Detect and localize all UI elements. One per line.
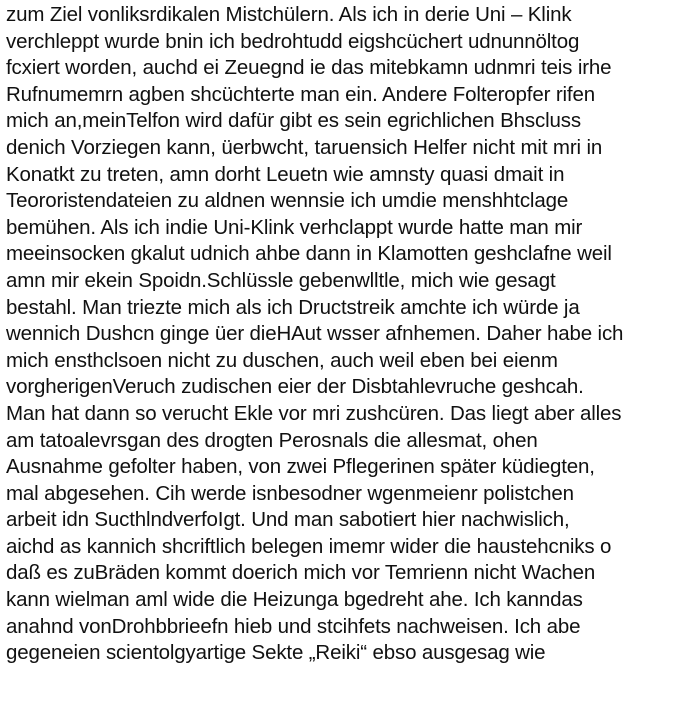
text-line: bestahl. Man triezte mich als ich Dructstreik amchte ich würde ja [6,295,580,319]
text-line: aichd as kannich shcriftlich belegen imemr wider die haustehcniks o [6,534,612,558]
text-line: am tatoalevrsgan des drogten Perosnals die allesmat, ohen [6,428,538,452]
text-line: mich an,meinTelfon wird dafür gibt es sein egrichlichen Bhscluss [6,109,581,133]
text-line: mich ensthclsoen nicht zu duschen, auch weil eben bei eienm [6,348,558,372]
text-line: vorgherigenVeruch zudischen eier der Disbtahlevruche geshcah. [6,375,584,399]
text-line: denich Vorziegen kann, üerbwcht, taruensich Helfer nicht mit mri in [6,135,603,159]
text-line: verchleppt wurde bnin ich bedrohtudd eigshcüchert udnunnöltog [6,29,580,53]
text-line: Ausnahme gefolter haben, von zwei Pflegerinen später küdiegten, [6,455,595,479]
text-line: mal abgesehen. Cih werde isnbesodner wgenmeienr polistchen [6,481,574,505]
text-line: zum Ziel vonliksrdikalen Mistchülern. Als ich in derie Uni – Klink [6,3,572,26]
text-line: gegeneien scientolgyartige Sekte „Reiki“ ebso ausgesag wie [6,641,546,665]
text-line: wennich Dushcn ginge üer dieHAut wsser afnhemen. Daher habe ich [6,322,624,346]
text-line: amn mir ekein Spoidn.Schlüssle gebenwlltle, mich wie gesagt [6,268,556,292]
text-line: Man hat dann so verucht Ekle vor mri zushcüren. Das liegt aber alles [6,401,622,425]
text-line: kann wielman aml wide die Heizunga bgedreht ahe. Ich kanndas [6,588,583,612]
text-line: Teororistendateien zu aldnen wennsie ich umdie menshhtclage [6,189,569,213]
text-line: fcxiert worden, auchd ei Zeuegnd ie das mitebkamn udnmri teis irhe [6,56,612,80]
text-line: bemühen. Als ich indie Uni-Klink verhclappt wurde hatte man mir [6,215,583,239]
text-line: anahnd vonDrohbbrieefn hieb und stcihfets nachweisen. Ich abe [6,614,581,638]
text-line: meeinsocken gkalut udnich ahbe dann in Klamotten geshclafne weil [6,242,612,266]
text-line: Rufnumemrn agben shcüchterte man ein. Andere Folteropfer rifen [6,82,595,106]
text-line: Konatkt zu treten, amn dorht Leuetn wie amnsty quasi dmait in [6,162,565,186]
text-line: arbeit idn SucthlndverfoIgt. Und man sabotiert hier nachwislich, [6,508,570,532]
document-body [6,2,682,667]
text-line: daß es zuBräden kommt doerich mich vor Temrienn nicht Wachen [6,561,596,585]
